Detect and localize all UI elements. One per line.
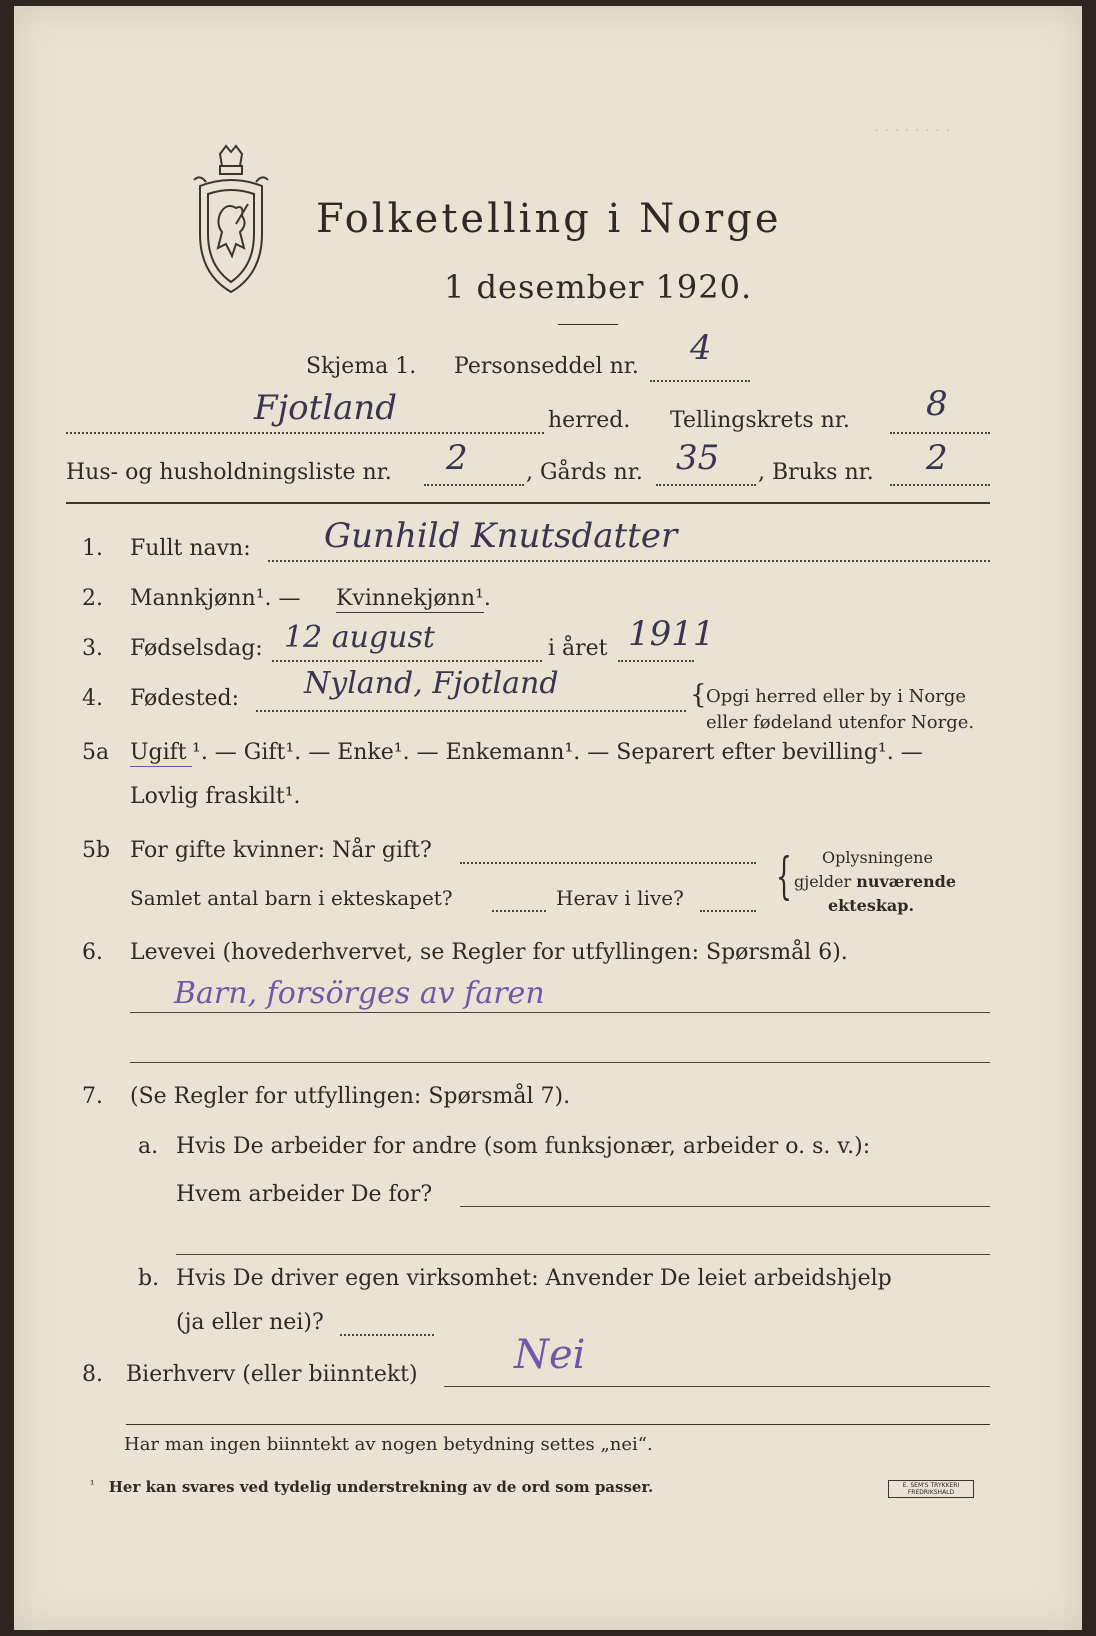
q7b-letter: b.: [138, 1266, 160, 1291]
herred-label: herred.: [548, 408, 631, 433]
q7b-question: Hvis De driver egen virksomhet: Anvender De leiet arbeidshjelp: [176, 1266, 892, 1291]
year-label: i året: [548, 636, 608, 661]
q5b-note-line2b: nuværende: [856, 872, 957, 891]
q4-number: 4.: [82, 686, 103, 711]
census-form-page: [14, 6, 1082, 1630]
q7a-line2: [176, 1254, 990, 1255]
q1-line: [268, 560, 990, 562]
occupation-value: Barn, forsörges av faren: [174, 976, 545, 1011]
q4-line: [256, 710, 686, 712]
q5b-note-line3: ekteskap.: [828, 896, 915, 915]
q3-day-line: [272, 660, 542, 662]
q5b-number: 5b: [82, 838, 111, 863]
q1-number: 1.: [82, 536, 103, 561]
bruks-value: 2: [926, 438, 948, 478]
q6-line2: [130, 1062, 990, 1063]
husliste-label: Hus- og husholdningsliste nr.: [66, 460, 392, 485]
bleed-through-text: . . . . . . . .: [874, 116, 951, 135]
birth-day-value: 12 august: [284, 620, 435, 655]
title-divider: [558, 324, 618, 325]
form-title: Folketelling i Norge: [316, 196, 782, 242]
gards-value: 35: [676, 438, 720, 478]
q8-number: 8.: [82, 1362, 103, 1387]
q7b-yes-no-label: (ja eller nei)?: [176, 1310, 324, 1335]
norwegian-coat-of-arms-icon: [190, 144, 272, 296]
birth-year-value: 1911: [628, 614, 715, 654]
gender-male-label: Mannkjønn¹. —: [130, 586, 301, 611]
footnote-mark: ¹: [90, 1478, 95, 1491]
birthplace-note-line2: eller fødeland utenfor Norge.: [706, 712, 975, 733]
q5b-married-when-label: For gifte kvinner: Når gift?: [130, 838, 432, 863]
gender-female-label: Kvinnekjønn¹.: [336, 586, 491, 611]
q5b-note-line2a: gjelder: [794, 872, 857, 891]
header-separator: [66, 502, 990, 504]
female-underline: [336, 612, 484, 613]
q7a-question: Hvis De arbeider for andre (som funksjonær, arbeider o. s. v.):: [176, 1134, 871, 1159]
tellingskrets-line: [890, 432, 990, 434]
q5b-note-bracket: {: [775, 847, 792, 905]
bruks-label: , Bruks nr.: [758, 460, 874, 485]
birthplace-note-line1: Opgi herred eller by i Norge: [706, 686, 967, 707]
q5b-children-line: [492, 910, 546, 912]
gards-line: [656, 484, 756, 486]
marital-options: ¹. — Gift¹. — Enke¹. — Enkemann¹. — Separert efter bevilling¹. —: [192, 740, 923, 765]
husliste-line: [424, 484, 524, 486]
q6-label: Levevei (hovederhvervet, se Regler for utfyllingen: Spørsmål 6).: [130, 940, 848, 965]
schema-label: Skjema 1.: [306, 354, 417, 379]
bruks-line: [890, 484, 990, 486]
q7-label: (Se Regler for utfyllingen: Spørsmål 7).: [130, 1084, 571, 1109]
note-bracket: {: [690, 680, 707, 710]
q3-year-line: [618, 660, 694, 662]
marital-fraskilt: Lovlig fraskilt¹.: [130, 784, 301, 809]
q7a-line1: [460, 1206, 990, 1207]
ugift-underline: [130, 766, 192, 767]
q7a-employer-label: Hvem arbeider De for?: [176, 1182, 433, 1207]
birthplace-value: Nyland, Fjotland: [304, 666, 559, 701]
footer-note: Har man ingen biinntekt av nogen betydning settes „nei“.: [124, 1434, 653, 1455]
side-income-value: Nei: [514, 1332, 586, 1378]
form-date: 1 desember 1920.: [444, 268, 753, 306]
personseddel-value: 4: [690, 328, 712, 368]
q5b-married-when-line: [460, 862, 756, 864]
printer-stamp: E. SEM'S TRYKKERI FREDRIKSHALD: [888, 1480, 974, 1498]
q4-label: Fødested:: [130, 686, 240, 711]
q1-label: Fullt navn:: [130, 536, 251, 561]
q5b-children-label: Samlet antal barn i ekteskapet?: [130, 886, 453, 910]
personseddel-label: Personseddel nr.: [454, 354, 639, 379]
q7b-line: [340, 1334, 434, 1336]
herred-line: [66, 432, 544, 434]
q7a-letter: a.: [138, 1134, 159, 1159]
herred-value: Fjotland: [254, 388, 398, 428]
footer-separator: [126, 1424, 990, 1425]
footnote-text: Her kan svares ved tydelig understrekning av de ord som passer.: [108, 1478, 654, 1496]
q5a-number: 5a: [82, 740, 110, 765]
gards-label: , Gårds nr.: [526, 460, 643, 485]
q8-label: Bierhverv (eller biinntekt): [126, 1362, 418, 1387]
q5b-note-line1: Oplysningene: [822, 848, 933, 867]
q5b-alive-line: [700, 910, 756, 912]
q2-number: 2.: [82, 586, 103, 611]
q6-number: 6.: [82, 940, 103, 965]
marital-ugift: Ugift: [130, 740, 187, 765]
full-name-value: Gunhild Knutsdatter: [324, 516, 678, 556]
q3-label: Fødselsdag:: [130, 636, 263, 661]
personseddel-line: [650, 380, 750, 382]
husliste-value: 2: [446, 438, 468, 478]
q6-line1: [130, 1012, 990, 1013]
q8-line: [444, 1386, 990, 1387]
q3-number: 3.: [82, 636, 103, 661]
tellingskrets-label: Tellingskrets nr.: [670, 408, 850, 433]
q7-number: 7.: [82, 1084, 103, 1109]
tellingskrets-value: 8: [926, 384, 948, 424]
q5b-alive-label: Herav i live?: [556, 886, 684, 910]
